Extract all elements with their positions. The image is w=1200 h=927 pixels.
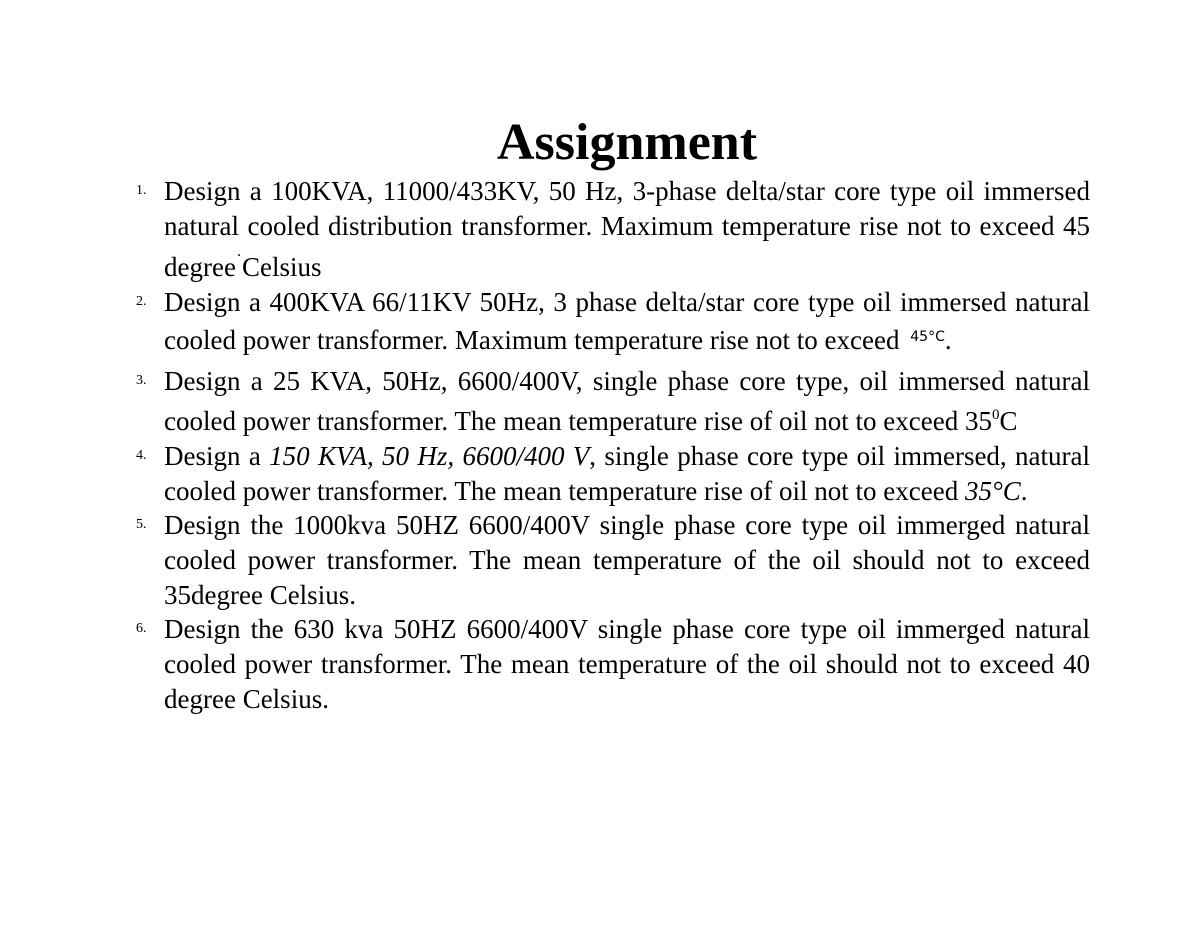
item-text-end: C	[999, 406, 1018, 437]
list-item-1	[130, 174, 1090, 285]
item-text: Design the 1000kva 50HZ 6600/400V single phase core type oil immerged natural cooled power transformer. The mean temperature of the oil should not to exceed 35degree Celsius.	[164, 510, 1090, 610]
item-number: 6.	[136, 621, 147, 637]
list-item-3	[130, 364, 1090, 439]
temperature-value: 45°C	[910, 328, 945, 345]
item-text-end: .	[944, 324, 952, 355]
item-number: 4.	[136, 447, 147, 463]
item-number: 1.	[136, 183, 147, 198]
item-number: 2.	[136, 294, 147, 310]
list-item-4	[130, 439, 1090, 508]
superscript-degree: 0	[991, 407, 1000, 424]
italic-spec: 150 KVA, 50 Hz, 6600/400 V	[269, 440, 590, 471]
assignment-list	[130, 174, 1090, 717]
list-item-5	[130, 508, 1090, 612]
italic-temperature: 35°C	[964, 475, 1021, 506]
item-text-middle: , single phase core type oil immersed, natural cooled power transformer. The mean temperature rise of oil not to exceed	[164, 440, 1090, 506]
item-text-end: Celsius	[241, 252, 322, 283]
item-text: Design a	[164, 440, 270, 471]
degree-mark: ˙	[235, 250, 242, 271]
item-text: Design a 25 KVA, 50Hz, 6600/400V, single phase core type, oil immersed natural cooled power transformer. The mean temperature rise of oil not to exceed 35	[164, 365, 1090, 437]
item-text: Design a 400KVA 66/11KV 50Hz, 3 phase delta/star core type oil immersed natural cooled power transformer. Maximum temperature rise not to exceed	[164, 287, 1090, 355]
item-number: 3.	[136, 372, 147, 388]
list-item-6	[130, 612, 1090, 716]
item-text: Design a 100KVA, 11000/433KV, 50 Hz, 3-phase delta/star core type oil immersed natural cooled distribution transformer. Maximum temperature rise not to exceed 45 degree	[164, 176, 1090, 283]
list-item-2	[130, 285, 1090, 357]
item-number: 5.	[136, 517, 147, 533]
item-text: Design the 630 kva 50HZ 6600/400V single phase core type oil immerged natural cooled power transformer. The mean temperature of the oil should not to exceed 40 degree Celsius.	[164, 614, 1090, 714]
item-text-end: .	[1020, 475, 1028, 506]
page-title: Assignment	[496, 114, 758, 171]
